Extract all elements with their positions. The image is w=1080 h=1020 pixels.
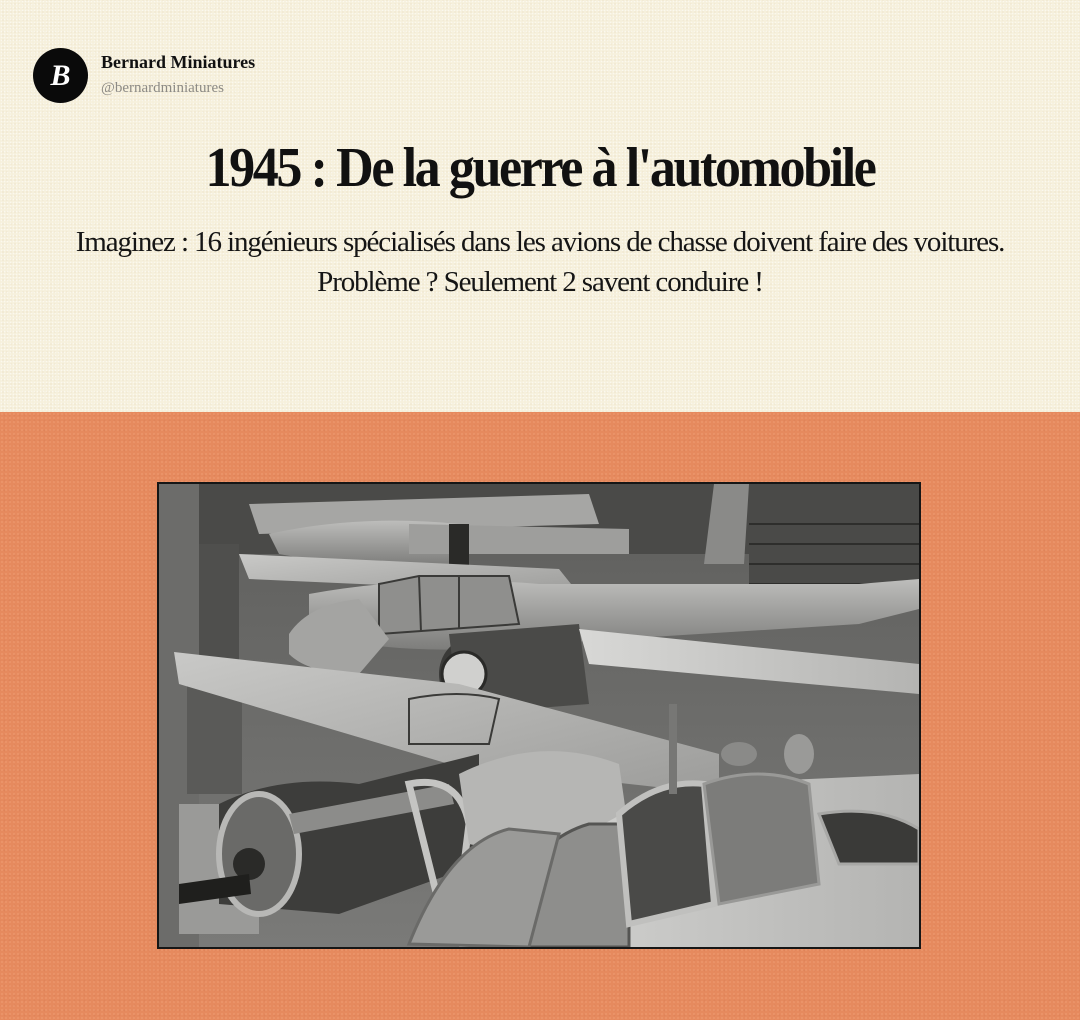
author-text	[101, 51, 255, 99]
post-subtitle: Imaginez : 16 ingénieurs spécialisés dans les avions de chasse doivent faire des voitures. Problème ? Seulement 2 savent conduire !	[75, 226, 1005, 298]
photo-illustration	[159, 484, 919, 947]
avatar[interactable]	[33, 48, 88, 103]
author-name[interactable]: Bernard Miniatures	[101, 51, 256, 72]
author-block[interactable]	[33, 48, 255, 103]
avatar-letter: B	[50, 58, 71, 92]
author-handle[interactable]: @bernardminiatures	[101, 79, 224, 96]
aircraft-factory-photo	[157, 482, 921, 949]
post-title: 1945 : De la guerre à l'automobile	[205, 137, 875, 199]
